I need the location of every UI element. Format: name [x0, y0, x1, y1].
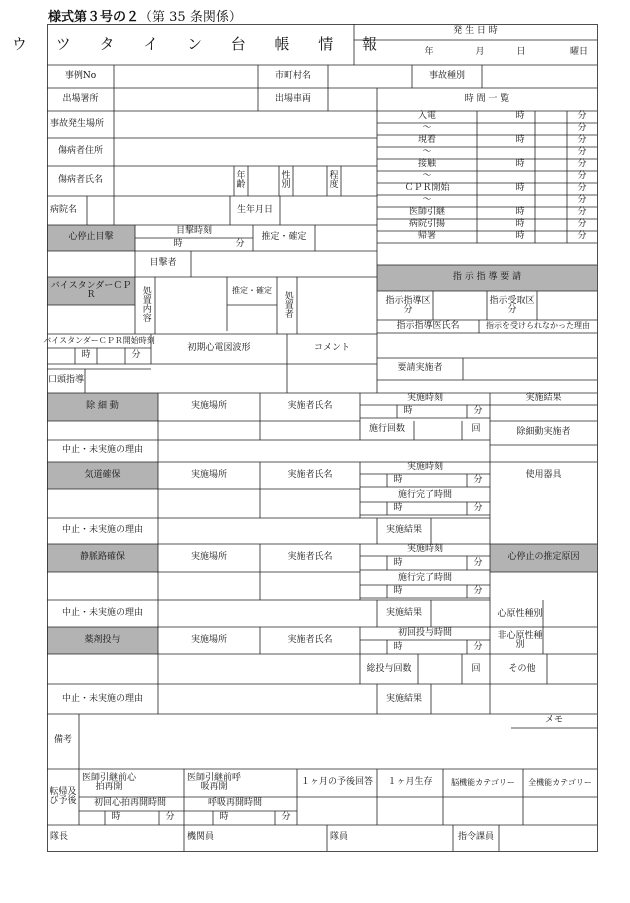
minute-unit: 分 — [577, 195, 587, 206]
instruction-title: 指 示 指 導 要 請 — [377, 265, 597, 291]
drug-label: 薬剤投与 — [47, 627, 158, 654]
iv-done-time-label: 施行完了時間 — [397, 572, 452, 583]
minute-unit: 分 — [577, 207, 587, 218]
minute-unit: 分 — [577, 231, 587, 242]
timeline-row: 帰署 — [417, 231, 436, 242]
timeline-row: 〜 — [422, 195, 432, 206]
accident-type-label: 事故種別 — [428, 70, 465, 81]
driver-label: 機関員 — [187, 832, 215, 843]
datetime-weekday: 曜日 — [569, 46, 588, 57]
case-no-label: 事例No — [64, 70, 97, 81]
vehicle-label: 出場車両 — [274, 93, 311, 104]
drug-result-label: 実施結果 — [385, 694, 422, 705]
remarks-label: 備考 — [53, 735, 72, 746]
iv-reason-label: 中止・未実施の理由 — [61, 607, 143, 618]
form-title: ウ ツ タ イ ン 台 帳 情 報 — [11, 34, 390, 53]
minute-unit: 分 — [577, 123, 587, 134]
minute-unit: 分 — [473, 585, 483, 596]
timeline-row: 入電 — [417, 111, 436, 122]
estimate-confirm-label: 推定・確定 — [261, 232, 307, 243]
hour-unit: 時 — [393, 641, 403, 652]
bystander-start-time-label: バイスタンダーＣＰＲ開始時刻 — [43, 335, 155, 345]
resp-time-label: 呼吸再開時間 — [207, 797, 262, 808]
defib-result-label: 実施結果 — [525, 393, 562, 404]
defib-label: 除 細 動 — [47, 393, 158, 421]
oral-guidance-label: 口頭指導 — [47, 375, 84, 386]
resp-before-label: 医師引継前呼吸再開 — [186, 772, 241, 792]
form-regulation: （第 35 条関係） — [139, 10, 242, 25]
hour-unit: 時 — [393, 474, 403, 485]
sex-label: 性別 — [281, 170, 291, 190]
opc-label: 全機能カテゴリー — [528, 777, 592, 787]
iv-label: 静脈路確保 — [47, 544, 158, 572]
minute-unit: 分 — [473, 502, 483, 513]
iv-result-label: 実施結果 — [385, 607, 422, 618]
treatment-person-label: 処置者 — [282, 290, 293, 318]
witness-label: 目撃者 — [149, 258, 177, 269]
one-month-survival-label: １ヶ月生存 — [387, 777, 433, 788]
datetime-month: 月 — [475, 46, 485, 57]
city-label: 市町村名 — [274, 70, 311, 81]
timeline-row: ＣＰＲ開始 — [404, 183, 450, 194]
hour-unit: 時 — [81, 350, 91, 361]
hour-unit: 時 — [515, 159, 525, 170]
timeline-row: 〜 — [422, 171, 432, 182]
minute-unit: 分 — [165, 811, 175, 822]
hour-unit: 時 — [219, 811, 229, 822]
bystander-cpr-label: バイスタンダーＣＰＲ — [47, 277, 135, 305]
hour-unit: 時 — [515, 111, 525, 122]
airway-time-label: 実施時刻 — [406, 462, 443, 473]
defib-place-label: 実施場所 — [190, 401, 227, 412]
outcome-label: 転帰及び予後 — [49, 786, 77, 806]
location-label: 事故発生場所 — [50, 118, 105, 129]
timeline-row: 病院引揚 — [408, 219, 445, 230]
bystander-estimate-label: 推定・確定 — [232, 285, 272, 295]
drug-other-label: その他 — [508, 664, 536, 675]
hour-unit: 時 — [515, 231, 525, 242]
witness-time-label: 目撃時刻 — [175, 225, 212, 236]
drug-reason-label: 中止・未実施の理由 — [61, 694, 143, 705]
name-label: 傷病者氏名 — [57, 175, 103, 186]
airway-equipment-label: 使用器具 — [525, 469, 562, 480]
minute-unit: 分 — [577, 183, 587, 194]
timeline-row: 接触 — [417, 159, 436, 170]
station-label: 出場署所 — [62, 93, 99, 104]
minute-unit: 分 — [577, 147, 587, 158]
airway-label: 気道確保 — [47, 462, 158, 489]
airway-done-time-label: 施行完了時間 — [397, 489, 452, 500]
hour-unit: 時 — [393, 585, 403, 596]
doctor-label: 指示指導医氏名 — [396, 320, 460, 331]
comment-label: コメント — [313, 343, 350, 354]
defib-time-label: 実施時刻 — [406, 393, 443, 404]
datetime-day: 日 — [516, 46, 526, 57]
guidance-type-label: 指示指導区分 — [385, 295, 431, 315]
address-label: 傷病者住所 — [57, 146, 103, 157]
minute-unit: 分 — [577, 159, 587, 170]
drug-total-label: 総投与回数 — [366, 664, 412, 675]
minute-unit: 分 — [473, 557, 483, 568]
minute-unit: 分 — [281, 811, 291, 822]
cardiac-type-label: 心原性種別 — [497, 608, 543, 619]
timeline-row: 医師引継 — [408, 207, 445, 218]
arrest-witness-label: 心停止目撃 — [47, 225, 135, 251]
hour-unit: 時 — [111, 811, 121, 822]
drug-performer-label: 実施者氏名 — [287, 634, 333, 645]
hour-unit: 時 — [393, 502, 403, 513]
minute-unit: 分 — [473, 405, 483, 416]
drug-first-time-label: 初回投与時間 — [397, 627, 452, 638]
minute-unit: 分 — [473, 641, 483, 652]
minute-unit: 分 — [577, 219, 587, 230]
birthdate-label: 生年月日 — [236, 204, 273, 215]
minute-unit: 分 — [473, 474, 483, 485]
hour-unit: 時 — [515, 135, 525, 146]
hospital-label: 病院名 — [50, 204, 78, 215]
minute-unit: 分 — [577, 171, 587, 182]
airway-result-label: 実施結果 — [385, 525, 422, 536]
hour-unit: 時 — [173, 238, 183, 249]
datetime-year: 年 — [424, 46, 434, 57]
requester-label: 要請実施者 — [397, 363, 443, 374]
datetime-label: 発 生 日 時 — [453, 26, 498, 37]
reason-label: 指示を受けられなかった理由 — [486, 321, 590, 331]
hour-unit: 時 — [403, 405, 413, 416]
age-label: 年齢 — [236, 170, 246, 190]
captain-label: 隊長 — [50, 832, 69, 843]
form-grid — [11, 24, 599, 854]
hour-unit: 時 — [393, 557, 403, 568]
timeline-title: 時 間 一 覧 — [464, 93, 510, 104]
noncardiac-type-label: 非心原性種別 — [497, 630, 543, 650]
ecg-label: 初期心電図波形 — [187, 343, 251, 354]
minute-unit: 分 — [577, 111, 587, 122]
count-unit: 回 — [471, 424, 481, 435]
hour-unit: 時 — [515, 219, 525, 230]
defib-performer-label: 実施者氏名 — [287, 401, 333, 412]
minute-unit: 分 — [235, 238, 245, 249]
pulse-before-label: 医師引継前心拍再開 — [81, 772, 136, 792]
timeline-row: 現着 — [417, 135, 436, 146]
hour-unit: 時 — [515, 183, 525, 194]
airway-reason-label: 中止・未実施の理由 — [61, 525, 143, 536]
defib-implementer-label: 除細動実施者 — [516, 427, 571, 438]
timeline-row: 〜 — [422, 147, 432, 158]
dispatcher-label: 指令課員 — [457, 832, 494, 843]
timeline-row: 〜 — [422, 123, 432, 134]
count-unit: 回 — [471, 664, 481, 675]
crew-label: 隊員 — [330, 832, 349, 843]
memo-label: メモ — [544, 715, 563, 726]
minute-unit: 分 — [577, 135, 587, 146]
minute-unit: 分 — [131, 350, 141, 361]
arrest-cause-label: 心停止の推定原因 — [490, 544, 597, 572]
drug-place-label: 実施場所 — [190, 634, 227, 645]
airway-place-label: 実施場所 — [190, 469, 227, 480]
treatment-content-label: 処置内容 — [140, 286, 151, 322]
form-number: 様式第３号の２ — [48, 10, 140, 25]
first-pulse-label: 初回心拍再開時間 — [93, 797, 166, 808]
iv-time-label: 実施時刻 — [406, 544, 443, 555]
airway-performer-label: 実施者氏名 — [287, 469, 333, 480]
defib-reason-label: 中止・未実施の理由 — [61, 445, 143, 456]
hour-unit: 時 — [515, 207, 525, 218]
severity-label: 程度 — [329, 170, 339, 190]
form-header — [48, 6, 242, 25]
iv-place-label: 実施場所 — [190, 552, 227, 563]
request-type-label: 指示受取区分 — [489, 295, 535, 315]
iv-performer-label: 実施者氏名 — [287, 552, 333, 563]
cpc-label: 脳機能カテゴリー — [451, 777, 515, 787]
one-month-answer-label: １ヶ月の予後回答 — [300, 777, 373, 788]
defib-count-label: 施行回数 — [368, 424, 405, 435]
